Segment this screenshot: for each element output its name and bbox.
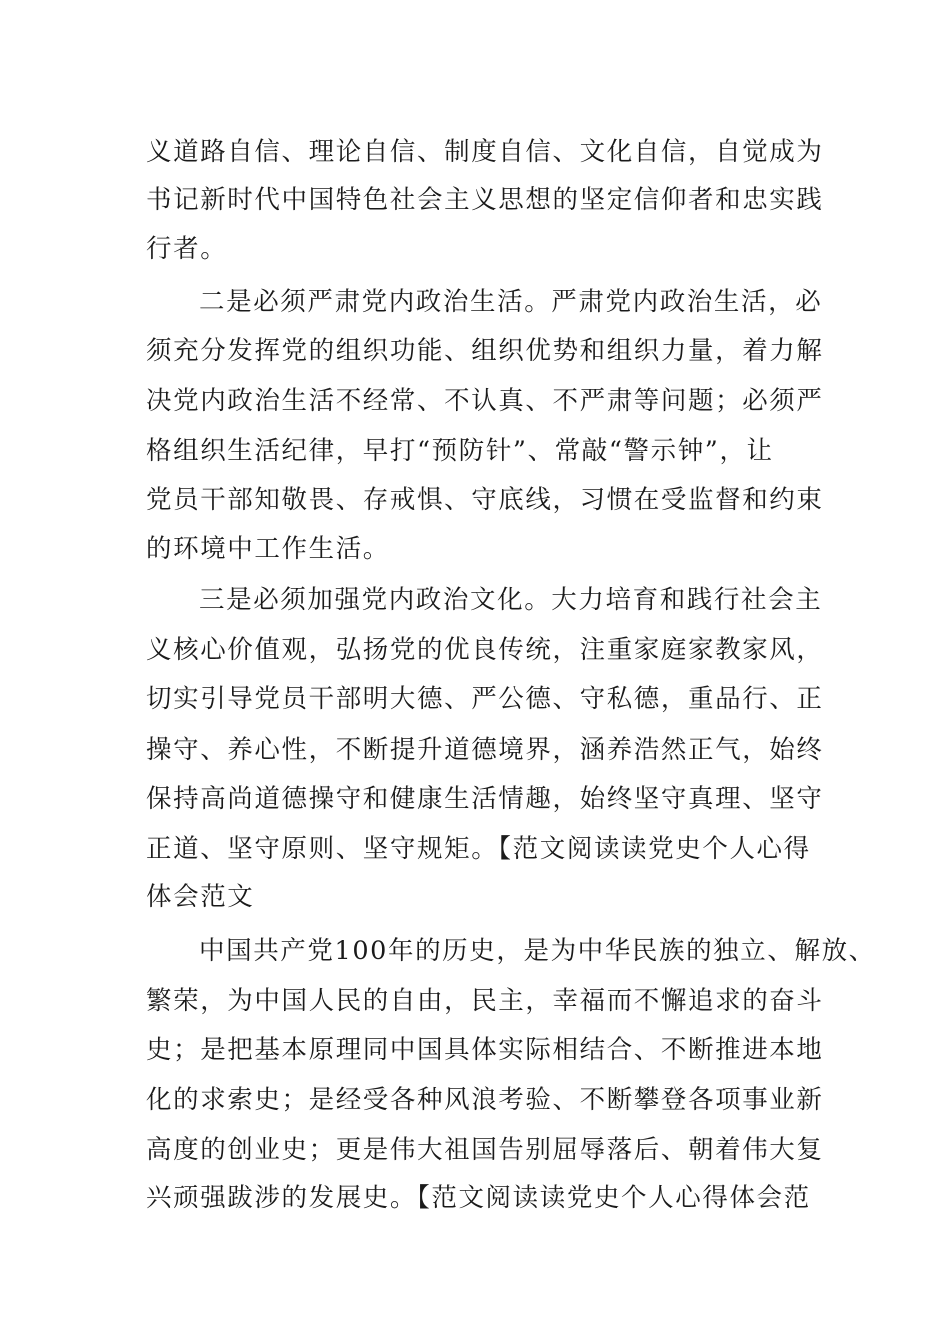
- text-line: 的环境中工作生活。: [146, 534, 390, 564]
- text-line: 义核心价值观，弘扬党的优良传统，注重家庭家教家风，: [146, 635, 824, 665]
- text-line: 高度的创业史；更是伟大祖国告别屈辱落后、朝着伟大复: [146, 1135, 824, 1165]
- text-line: 党员干部知敬畏、存戒惧、守底线，习惯在受监督和约束: [146, 485, 824, 515]
- paragraph-start-line: 三是必须加强党内政治文化。大力培育和践行社会主: [199, 585, 823, 615]
- text-line: 决党内政治生活不经常、不认真、不严肃等问题；必须严: [146, 386, 824, 416]
- text-line: 切实引导党员干部明大德、严公德、守私德，重品行、正: [146, 684, 824, 714]
- text-line: 操守、养心性，不断提升道德境界，涵养浩然正气，始终: [146, 735, 824, 765]
- text-line: 格组织生活纪律，早打“预防针”、常敲“警示钟”，让: [146, 436, 774, 466]
- text-line: 兴顽强跋涉的发展史。【范文阅读读党史个人心得体会范: [146, 1183, 811, 1213]
- text-line: 行者。: [146, 234, 228, 264]
- paragraph-start-line: 二是必须严肃党内政治生活。严肃党内政治生活，必: [199, 287, 823, 317]
- text-line: 正道、坚守原则、坚守规矩。【范文阅读读党史个人心得: [146, 834, 811, 864]
- text-line: 体会范文: [146, 882, 255, 912]
- text-line: 书记新时代中国特色社会主义思想的坚定信仰者和忠实践: [146, 185, 824, 215]
- text-line: 繁荣，为中国人民的自由，民主，幸福而不懈追求的奋斗: [146, 986, 824, 1016]
- text-line: 义道路自信、理论自信、制度自信、文化自信，自觉成为: [146, 137, 824, 167]
- text-line: 保持高尚道德操守和健康生活情趣，始终坚守真理、坚守: [146, 784, 824, 814]
- paragraph-start-line: 中国共产党100年的历史，是为中华民族的独立、解放、: [199, 936, 876, 966]
- text-line: 须充分发挥党的组织功能、组织优势和组织力量，着力解: [146, 336, 824, 366]
- text-line: 史；是把基本原理同中国具体实际相结合、不断推进本地: [146, 1035, 824, 1065]
- text-line: 化的求索史；是经受各种风浪考验、不断攀登各项事业新: [146, 1085, 824, 1115]
